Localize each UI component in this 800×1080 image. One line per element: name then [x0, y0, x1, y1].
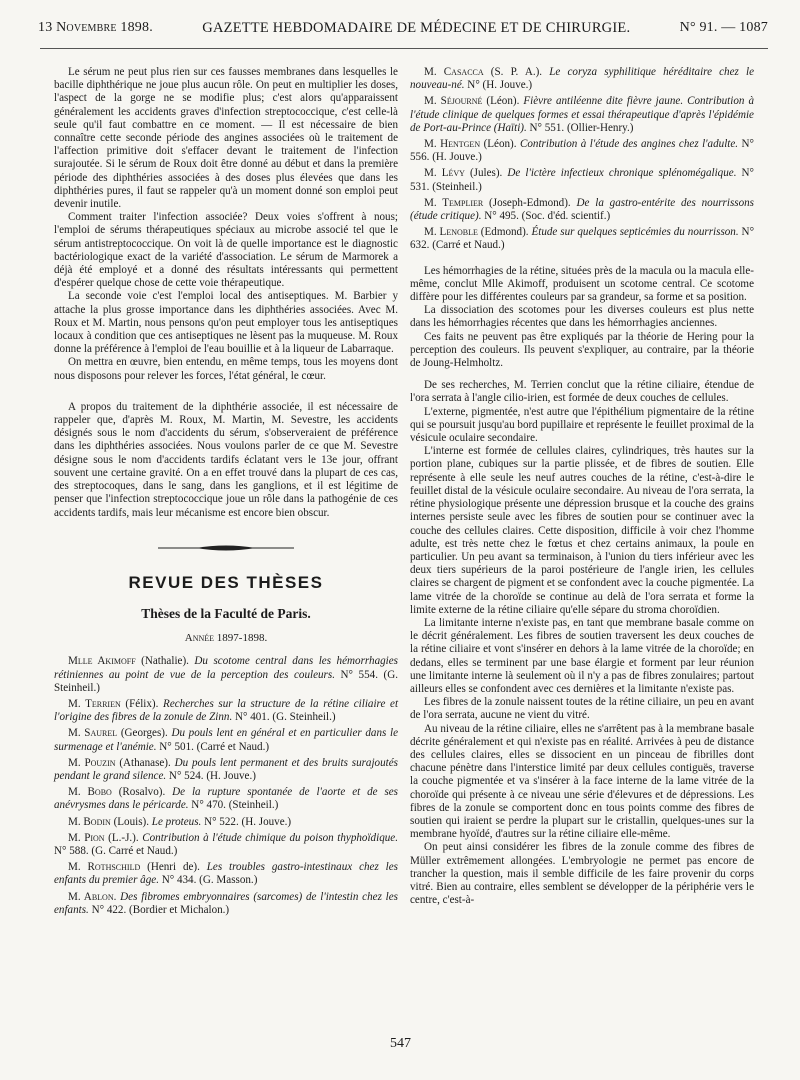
thesis-title: De l'ictère infectieux chronique splénomégalique. [507, 167, 737, 180]
paragraph: Les hémorrhagies de la rétine, situées près de la macula ou la macula elle-même, conclut Mlle Akimoff, produisent un scotome central. Ce scotome diffère pour les différentes couleurs par sa grandeur, sa forme et sa position. [410, 264, 754, 304]
section-title: REVUE DES THÈSES [128, 572, 324, 592]
left-column [54, 66, 398, 920]
thesis-reference: N° 422. (Bordier et Michalon.) [88, 903, 230, 916]
page-number: 547 [390, 1036, 411, 1051]
subsection-title: Thèses de la Faculté de Paris. [141, 605, 311, 621]
thesis-reference: N° 470. (Steinheil.) [188, 799, 279, 812]
thesis-author-detail: (Jules). [464, 167, 508, 180]
thesis-entry [54, 655, 398, 695]
thesis-entry [54, 861, 398, 887]
thesis-author: Mlle Akimoff [68, 655, 136, 668]
thesis-entry [410, 138, 754, 164]
thesis-author: M. Bodin [68, 815, 111, 828]
thesis-reference: N° 556. (H. Jouve.) [410, 138, 754, 164]
header-rule [40, 48, 768, 49]
paragraph: Au niveau de la rétine ciliaire, elles ne s'arrêtent pas à la membrane basale décrite généralement et qui n'existe pas en réalité. Arrivées à peu de distance des cellules claires, elles se dissocient en un pinceau de fibrilles dont chacune pénètre dans l'interstice limité par deux cellules contiguës, traverse la couche pigmentée et va s'insérer à la face interne de la lame vitrée de la choroïde qui présente à ce niveau une série d'élevures et de dépressions. Les fibres de la zonule se comportent donc en tous points comme des fibres de soutien qui iraient se perdre la plupart sur le cristallin, quelques-unes sur la membrane hyoïdé, d'autres sur la rétine ciliaire elle-même. [410, 722, 754, 841]
thesis-entry [54, 698, 398, 724]
thesis-author: M. Séjourné [424, 95, 483, 108]
paragraph: On peut ainsi considérer les fibres de la zonule comme des fibres de Müller extrêmement allongées. L'embryologie ne permet pas encore de trancher la question, mais il semble difficile de les faire provenir du corps vitré. Bien au contraire, elles semblent se développer de la périphérie vers le centre, c'est-à- [410, 841, 754, 907]
thesis-entry [410, 95, 754, 135]
thesis-reference: N° 495. (Soc. d'éd. scientif.) [481, 210, 611, 223]
thesis-entry [54, 727, 398, 753]
paragraph: Ces faits ne peuvent pas être expliqués par la théorie de Hering pour la perception des couleurs. Ils peuvent s'expliquer, au contraire, par la théorie de Joung-Helmholtz. [410, 330, 754, 370]
thesis-author: M. Terrien [68, 697, 121, 710]
thesis-list [54, 655, 398, 917]
rule-ornament-icon [156, 543, 296, 553]
thesis-author-detail: (S. P. A.). [483, 66, 550, 78]
thesis-reference: N° 551. (Ollier-Henry.) [526, 121, 634, 134]
paragraph: La limitante interne n'existe pas, en tant que membrane basale comme on le décrit généralement. Les fibres de soutien traversent les deux couches de la rétine ciliaire et vont s'insérer en dehors à la lame vitrée de la choroïde; en dedans, elles se terminent par une base élargie et forment par leur réunion une limitante interne là seulement où il n'y a pas de fibres zonulaires; partout ailleurs elles se confondent avec ces dernières et la limitante n'existe pas. [410, 616, 754, 695]
thesis-author: M. Pouzin [68, 756, 116, 769]
thesis-author-detail: (Edmond). [477, 226, 532, 239]
thesis-title: Du pouls lent permanent et des bruits surajoutés pendant le grand silence. [54, 756, 398, 782]
paragraph: La seconde voie c'est l'emploi local des antiseptiques. M. Barbier y attache la plus grosse importance dans les diphthéries associées. Avec M. Roux et M. Martin, nous pensons qu'on peut employer tous les antiseptiques locaux à condition que ces antiseptiques ne lèsent pas la muqueuse. M. Roux donne la préférence à l'emploi de l'eau bouillie et à la liqueur de Labarraque. [54, 290, 398, 356]
thesis-title: Du scotome central dans les hémorrhagies rétiniennes au point de vue de la perception des couleurs. [54, 655, 398, 681]
thesis-author-detail: (Henri de). [140, 861, 207, 874]
year-heading: Année 1897-1898. [184, 632, 268, 645]
thesis-entry [54, 757, 398, 783]
journal-title: GAZETTE HEBDOMADAIRE DE MÉDECINE ET DE CHIRURGIE. [202, 19, 631, 36]
thesis-author-detail: (Léon). [482, 95, 524, 108]
thesis-author: M. Rothschild [68, 861, 141, 874]
thesis-author: M. Casacca [424, 66, 484, 78]
thesis-reference: N° 632. (Carré et Naud.) [410, 226, 755, 252]
thesis-title: Recherches sur la structure de la rétine ciliaire et l'origine des fibres de la zonule de Zinn. [54, 697, 399, 724]
thesis-reference: N° 501. (Carré et Naud.) [156, 740, 270, 753]
thesis-reference: N° 531. (Steinheil.) [410, 167, 754, 193]
thesis-author-detail: (Léon). [480, 138, 520, 151]
thesis-title: Du pouls lent en général et en particulier dans le surmenage et l'anémie. [54, 727, 398, 753]
thesis-list [410, 66, 754, 253]
thesis-author-detail: (L.-J.). [104, 831, 143, 844]
thesis-title: Fièvre antiléenne dite fièvre jaune. Contribution à l'étude clinique de quelques formes et essai thérapeutique d'après l'épidémie de Port-au-Prince (Haïti). [410, 95, 755, 134]
thesis-entry [54, 786, 398, 812]
paragraph: La dissociation des scotomes pour les diverses couleurs est plus nette dans les hémorrhagies récentes que dans les hémorrhagies anciennes. [410, 304, 754, 330]
thesis-author-detail: (Rosalvo). [111, 786, 173, 799]
thesis-title: Le proteus. [151, 815, 202, 828]
thesis-title: Étude sur quelques septicémies du nourrisson. [531, 226, 739, 239]
thesis-reference: N° 554. (G. Steinheil.) [54, 668, 398, 694]
thesis-reference: N° 524. (H. Jouve.) [166, 769, 256, 782]
thesis-entry [54, 891, 398, 917]
thesis-author: M. Templier [424, 196, 484, 209]
thesis-reference: N° (H. Jouve.) [464, 79, 533, 92]
thesis-reference: N° 588. (G. Carré et Naud.) [54, 844, 178, 857]
paragraph: On mettra en œuvre, bien entendu, en même temps, tous les moyens dont nous disposons pour relever les forces, l'état général, le cœur. [54, 356, 398, 382]
thesis-author: M. Hentgen [424, 138, 481, 151]
thesis-author-detail: (Félix). [120, 697, 164, 710]
running-header [38, 8, 768, 48]
thesis-author: M. Lévy [424, 167, 465, 180]
ornament-divider [54, 520, 398, 576]
right-column [410, 66, 754, 907]
thesis-author: M. Bobo [68, 786, 112, 799]
paragraph: L'externe, pigmentée, n'est autre que l'épithélium pigmentaire de la rétine qui se poursuit jusqu'au bord pupillaire et représente le feuillet proximal de la vésicule oculaire secondaire. [410, 405, 754, 445]
thesis-entry [410, 167, 754, 193]
paragraph: A propos du traitement de la diphthérie associée, il est nécessaire de rappeler que, d'après M. Roux, M. Martin, M. Sevestre, les accidents désignés sous le nom d'accidents du sérum, s'observeraient de préférence dans les diphthéries associées. Nous voulons parler de ce que M. Sevestre désigne sous le nom d'accidents tardifs éclatant vers le 13e jour, offrant souvent une certaine gravité. On a en effet trouvé dans la plupart de ces cas, des streptocoques, dans le sang, dans les ganglions, et il est légitime de penser que l'infection streptococcique joue un rôle dans la pathogénie de ces accidents tardifs, mais leur mécanisme est encore bien obscur. [54, 400, 398, 519]
thesis-author-detail: (Nathalie). [135, 655, 195, 668]
thesis-entry [54, 816, 398, 829]
paragraph: De ses recherches, M. Terrien conclut que la rétine ciliaire, étendue de l'ora serrata à l'angle cilio-irien, est formée de deux couches de cellules. [410, 379, 754, 405]
thesis-author-detail: (Athanase). [115, 756, 175, 769]
thesis-author: M. Saurel [68, 727, 118, 740]
issue-date: 13 Novembre 1898. [38, 20, 153, 35]
issue-number: N° 91. — 1087 [679, 20, 768, 35]
thesis-title: Contribution à l'étude des angines chez l'adulte. [519, 138, 739, 151]
paragraph: Comment traiter l'infection associée? Deux voies s'offrent à nous; l'emploi de sérums thérapeutiques spéciaux au microbe associé tel que le sérum antistreptococcique. On voit là de quelle importance est le diagnostic bactériologique exact de la variété d'association. Le sérum de Marmorek a déjà été employé et a donné des résultats intéressants qui permettent d'espérer quelque chose de cette voie thérapeutique. [54, 211, 398, 290]
thesis-title: Contribution à l'étude chimique du poison thyphoïdique. [142, 831, 398, 844]
thesis-author: M. Lenoble [424, 226, 478, 239]
paragraph: Le sérum ne peut plus rien sur ces fausses membranes dans lesquelles le bacille diphthérique ne joue plus aucun rôle. On peut en multiplier les doses, l'aspect de la gorge ne se modifie plus; c'est alors qu'apparaissent généralement les accidents graves d'infection streptococcique, c'est celle-là seule qu'il faut combattre en ce moment. — Il est nécessaire de bien connaître cette seconde période des angines associées où le traitement de l'affection primitive doit s'effacer devant le traitement de l'infection surajoutée. Si le sérum de Roux doit être donné au début et dans la première période des diphthéries associées à des doses plus élevées que dans les diphthéries pures, il faut se rappeler qu'à un moment donné son emploi peut devenir inutile. [54, 66, 398, 211]
paragraph: Les fibres de la zonule naissent toutes de la rétine ciliaire, un peu en avant de l'ora serrata, aucune ne vient du vitré. [410, 696, 754, 722]
thesis-title: De la rupture spontanée de l'aorte et de ses anévrysmes dans le péricarde. [54, 786, 399, 812]
thesis-entry [410, 226, 754, 252]
thesis-reference: N° 522. (H. Jouve.) [201, 815, 292, 828]
thesis-entry [410, 66, 754, 92]
thesis-title: De la gastro-entérite des nourrissons (étude critique). [410, 196, 755, 223]
thesis-author-detail: (Georges). [117, 727, 172, 740]
thesis-author-detail: (Louis). [110, 815, 152, 828]
paragraph: L'interne est formée de cellules claires, cylindriques, très hautes sur la portion plane, cubiques sur la partie plissée, et de fibres de soutien. Elle représente à elle seule les neuf autres couches de la rétine, c'est-à-dire le feuillet distal de la vésicule oculaire secondaire. Au niveau de l'ora serrata, la rétine physiologique présente une dépression brusque et la couche des grains internes persiste seule avec les fibres de soutien pour se continuer avec la couche des cellules claires. Cette disposition, difficile à voir chez l'homme adulte, est très nette chez le fœtus et chez certains animaux, la poule en particulier. Un peu avant sa terminaison, à l'union du tiers inférieur avec les deux tiers supérieurs de la paroi postérieure de l'angle irien, les cellules claires se chargent de pigment et se confondent avec la couche pigmentée. La lame vitrée de la choroïde se continue au delà de l'ora serrata et forme la limite externe de la rétine ciliaire qu'elle sépare du stroma choroïdien. [410, 445, 754, 616]
thesis-reference: N° 401. (G. Steinheil.) [232, 711, 336, 724]
thesis-author-detail: (Joseph-Edmond). [483, 196, 577, 209]
thesis-title: Des fibromes embryonnaires (sarcomes) de l'intestin chez les enfants. [54, 890, 398, 916]
thesis-entry [410, 197, 754, 223]
thesis-author: M. Pion [68, 831, 105, 844]
thesis-author-detail: . [113, 890, 121, 903]
thesis-title: Les troubles gastro-intestinaux chez les enfants du premier âge. [54, 861, 398, 887]
thesis-title: Le coryza syphilitique héréditaire chez le nouveau-né. [410, 66, 755, 92]
thesis-author: M. Ablon [68, 890, 114, 903]
thesis-entry [54, 832, 398, 858]
thesis-reference: N° 434. (G. Masson.) [158, 874, 258, 887]
